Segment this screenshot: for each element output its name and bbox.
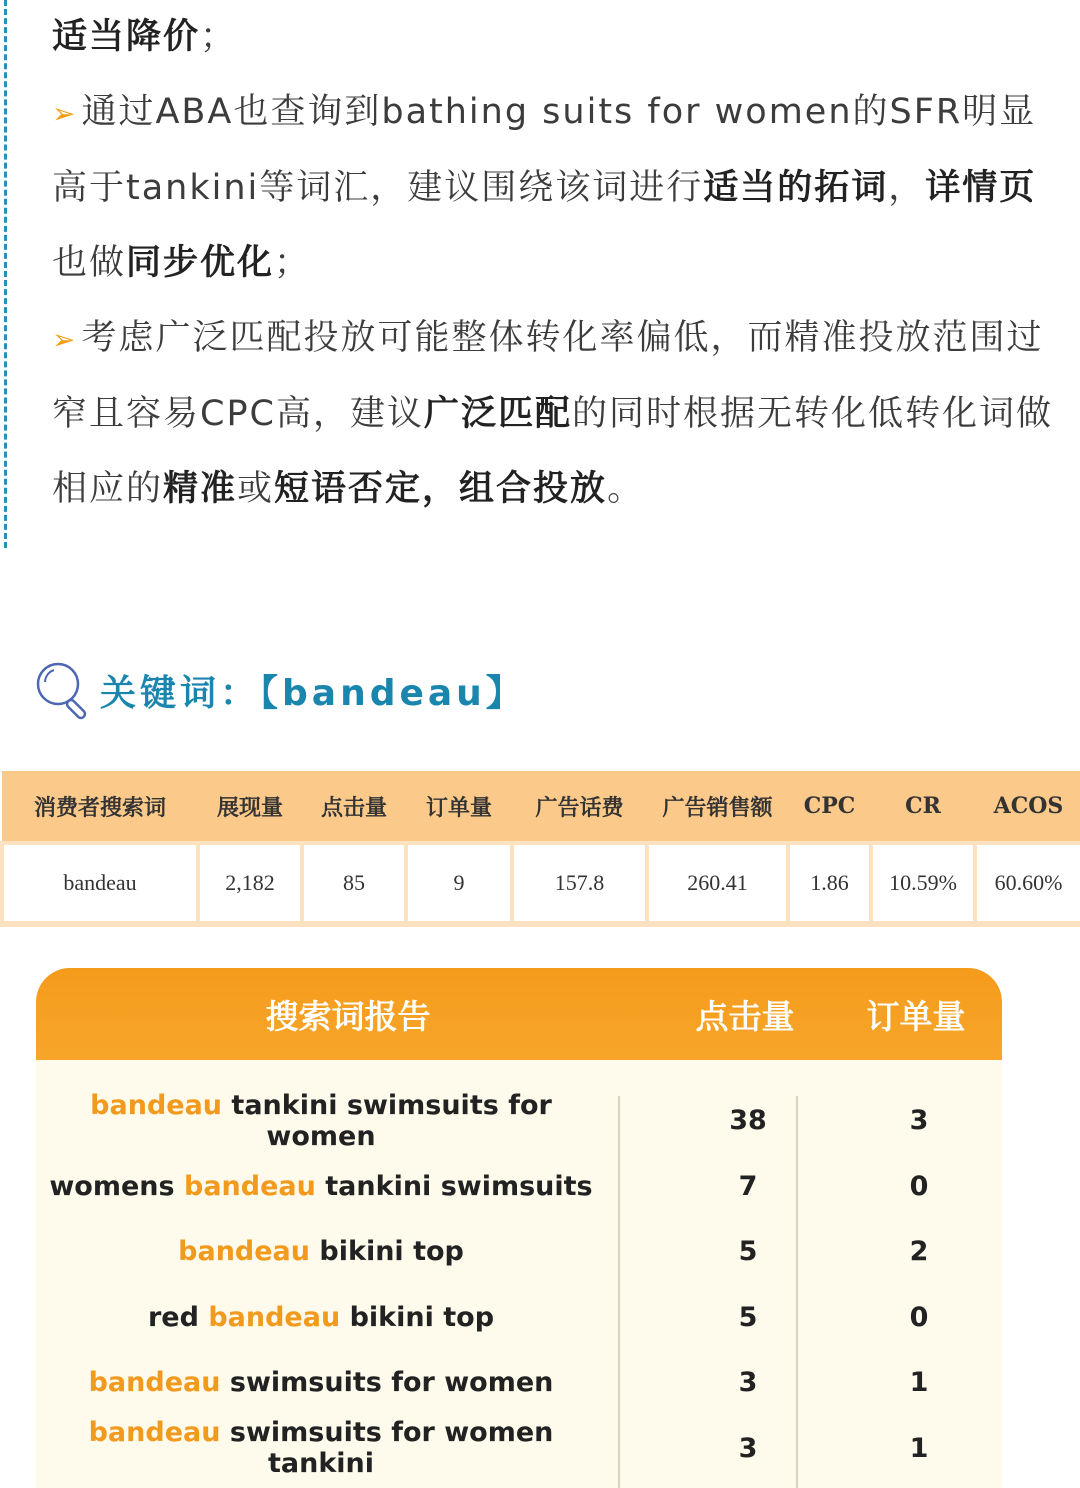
report-row: [36, 1285, 1002, 1351]
report-header: [36, 968, 1002, 1060]
col-header: 消费者搜索词: [2, 771, 198, 843]
orders-value: 0: [909, 1170, 929, 1202]
text: ；: [200, 17, 238, 57]
clicks-value: 5: [738, 1301, 758, 1333]
table-cell: 157.8: [512, 843, 647, 924]
report-header-term: 搜索词报告: [265, 996, 431, 1036]
col-header: CR: [871, 771, 975, 843]
text: 也做: [52, 243, 127, 283]
term-keyword: bandeau: [208, 1301, 341, 1333]
bold-text: 同步优化: [126, 243, 275, 283]
search-term: [36, 1367, 606, 1398]
orders-value: 3: [909, 1105, 929, 1137]
col-header: 点击量: [302, 771, 406, 843]
term-keyword: bandeau: [184, 1170, 316, 1202]
table-cell: 1.86: [788, 843, 871, 924]
report-row: [36, 1416, 1002, 1482]
search-term-report: [36, 968, 1002, 1488]
clicks-value: 7: [738, 1170, 758, 1202]
report-header-clicks: 点击量: [695, 996, 795, 1036]
clicks-value: 5: [738, 1236, 758, 1268]
keyword-heading: [34, 655, 526, 725]
term-text: red: [147, 1301, 209, 1333]
bold-text: 精准: [163, 469, 238, 509]
search-term: [36, 1171, 606, 1202]
bold-text: 适当降价: [52, 17, 201, 57]
table-cell: 85: [302, 843, 406, 924]
ad-metrics-table: [0, 771, 1080, 927]
bold-text: 广泛匹配: [423, 394, 572, 434]
search-term: [36, 1302, 606, 1333]
text: 或: [237, 469, 275, 509]
paragraph-3: [52, 301, 1057, 527]
clicks-value: 3: [738, 1432, 758, 1464]
text: ，: [888, 168, 926, 208]
table-cell: 9: [406, 843, 512, 924]
term-keyword: bandeau: [90, 1089, 223, 1121]
orders-value: 1: [909, 1367, 929, 1399]
bold-text: 适当的拓词: [703, 168, 889, 208]
col-header: 展现量: [198, 771, 302, 843]
column-divider: [796, 1096, 798, 1488]
arrow-icon: ➢: [52, 323, 78, 356]
col-header: ACOS: [975, 771, 1080, 843]
table-cell: 2,182: [198, 843, 302, 924]
term-text: womens: [49, 1170, 184, 1202]
clicks-value: 38: [729, 1105, 767, 1137]
text: 通过ABA也查询到bathing suits for women的SFR明显高于tankini等词汇，建议围绕该词进行: [52, 92, 1037, 208]
dashed-divider: [4, 0, 7, 548]
orders-value: 0: [909, 1301, 929, 1333]
text: 考虑广泛匹配投放可能整体转化率偏低，而精准投放范围过窄且容易CPC高，建议: [52, 318, 1044, 434]
col-header: 广告话费: [512, 771, 647, 843]
bold-text: 详情页: [925, 168, 1037, 208]
term-keyword: bandeau: [88, 1367, 221, 1399]
keyword-label: 关键词：【bandeau】: [100, 672, 526, 714]
bold-text: 短语否定，组合投放: [274, 469, 608, 509]
term-keyword: bandeau: [88, 1417, 221, 1449]
report-row: [36, 1350, 1002, 1416]
table-cell: 60.60%: [975, 843, 1080, 924]
text: ；: [274, 243, 312, 283]
table-cell: 10.59%: [871, 843, 975, 924]
table-header-row: [2, 771, 1080, 843]
col-header: 广告销售额: [647, 771, 788, 843]
term-text: tankini swimsuits for women: [222, 1089, 552, 1152]
term-text: bikini top: [340, 1301, 495, 1333]
report-row: [36, 1154, 1002, 1220]
magnifier-icon: [34, 658, 92, 722]
table-cell: bandeau: [2, 843, 198, 924]
report-row: [36, 1088, 1002, 1154]
table-cell: 260.41: [647, 843, 788, 924]
term-text: swimsuits for women: [220, 1367, 554, 1399]
text: 。: [607, 469, 645, 509]
search-term: [36, 1417, 606, 1479]
term-text: bikini top: [310, 1236, 464, 1268]
text: 的同时根据无转化低转化词做相应的: [52, 394, 1054, 509]
table-row: [2, 843, 1080, 924]
paragraph-2: [52, 75, 1057, 301]
orders-value: 1: [909, 1432, 929, 1464]
report-header-orders: 订单量: [866, 996, 966, 1036]
search-term: [36, 1236, 606, 1267]
article-text: [52, 0, 1057, 527]
report-body: [36, 1060, 1002, 1481]
arrow-icon: ➢: [52, 97, 78, 130]
term-text: swimsuits for women tankini: [220, 1417, 554, 1480]
search-term: [36, 1090, 606, 1152]
paragraph-1: [52, 0, 1057, 75]
orders-value: 2: [909, 1236, 929, 1268]
term-keyword: bandeau: [178, 1236, 310, 1268]
clicks-value: 3: [738, 1367, 758, 1399]
col-header: CPC: [788, 771, 871, 843]
col-header: 订单量: [406, 771, 512, 843]
term-text: tankini swimsuits: [315, 1170, 593, 1202]
column-divider: [618, 1096, 620, 1488]
report-row: [36, 1219, 1002, 1285]
